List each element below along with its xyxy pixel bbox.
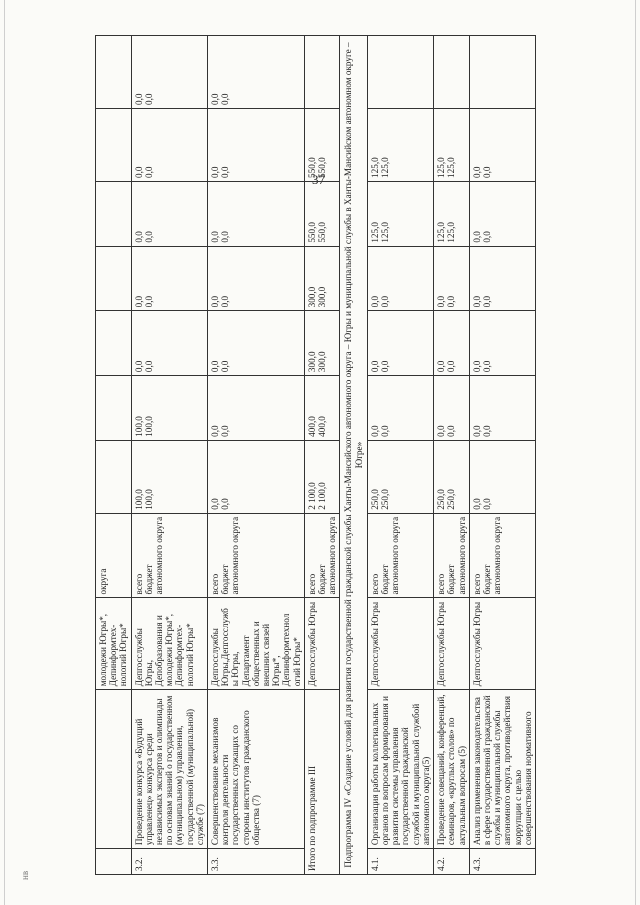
value-line: 0,0 [220, 498, 231, 510]
table-row [434, 36, 470, 875]
value-line: 0,0 [210, 425, 221, 437]
value-cell [208, 181, 305, 246]
value-line: 550,0 [317, 222, 328, 243]
value-line: 0,0 [436, 295, 447, 308]
item-number: 4.1. [367, 849, 433, 875]
value-cell [131, 311, 207, 376]
value-line: 125,0 [369, 222, 380, 243]
table-row [96, 36, 132, 875]
value-line: 300,0 [317, 286, 328, 308]
value-cell [367, 311, 433, 376]
value-line: 250,0 [369, 489, 380, 510]
funding-source-line: бюджет автономного округа [143, 516, 165, 595]
value-line: 0,0 [143, 360, 154, 373]
item-executor: Депгосслужбы Югры [367, 598, 433, 690]
value-line: 250,0 [436, 489, 447, 510]
value-cell [208, 109, 305, 182]
value-line: 125,0 [436, 222, 447, 243]
value-cell [469, 109, 535, 182]
value-cell [304, 311, 340, 376]
funding-source-line: всего [369, 573, 380, 595]
value-line: 0,0 [369, 295, 380, 308]
funding-source [208, 513, 305, 598]
value-cell [208, 376, 305, 441]
item-title: Анализ применения законодательства в сфере государственной гражданской службы и муниципальной службы автономного округа, противодействия коррупции с целью совершенствования нормативного [469, 690, 535, 849]
value-line: 0,0 [481, 295, 492, 308]
funding-source-line: всего [306, 573, 317, 595]
item-title: Организация работы коллегиальных органов по вопросам формирования и развития системы управления государственной гражданской службой и муниципальной службой автономного округа(5) [367, 690, 433, 849]
table-row [367, 36, 433, 875]
value-line: 0,0 [143, 93, 154, 105]
value-line: 250,0 [446, 489, 457, 510]
value-line: 0,0 [471, 166, 482, 178]
value-line: 0,0 [133, 231, 144, 243]
value-line: 0,0 [446, 360, 457, 373]
table-body [96, 36, 536, 875]
item-title: Совершенствование механизмов контроля деятельности государственных служащих со стороны институтов гражданского общества (7) [208, 690, 305, 849]
value-line: 125,0 [436, 157, 447, 178]
program-table [95, 35, 536, 875]
value-cell [367, 376, 433, 441]
value-cell [367, 109, 433, 182]
value-line: 100,0 [143, 416, 154, 437]
value-line: 2 100,0 [317, 482, 328, 510]
value-line: 400,0 [306, 416, 317, 437]
funding-source-line: всего [436, 573, 447, 595]
value-cell [131, 181, 207, 246]
value-cell [469, 181, 535, 246]
value-line: 0,0 [446, 425, 457, 437]
funding-source [131, 513, 207, 598]
item-number: 3.3. [208, 849, 305, 875]
funding-source [304, 513, 340, 598]
funding-source-line: всего [471, 573, 482, 595]
value-line: 0,0 [471, 360, 482, 373]
item-executor: молодежи Югры*, Депинформтех-нологий Югры* [96, 598, 132, 690]
value-line: 0,0 [210, 360, 221, 373]
value-line: 0,0 [210, 231, 221, 243]
page-number: 37 [312, 172, 325, 187]
value-cell [304, 440, 340, 513]
funding-source-line: всего [210, 573, 221, 595]
value-line: 0,0 [471, 425, 482, 437]
funding-source-line: бюджет автономного округа [380, 516, 401, 595]
value-cell [367, 440, 433, 513]
value-line: 0,0 [369, 425, 380, 437]
value-cell [304, 181, 340, 246]
value-cell [96, 440, 132, 513]
value-cell [131, 440, 207, 513]
value-line: 0,0 [220, 295, 231, 308]
value-cell [131, 109, 207, 182]
value-cell [96, 311, 132, 376]
value-line: 0,0 [446, 295, 457, 308]
value-line: 0,0 [481, 166, 492, 178]
value-line: 0,0 [133, 93, 144, 105]
value-cell [96, 181, 132, 246]
value-cell [469, 36, 535, 109]
value-cell [434, 376, 470, 441]
value-line: 0,0 [220, 360, 231, 373]
value-line: 300,0 [306, 351, 317, 373]
value-line: 125,0 [446, 157, 457, 178]
value-line: 125,0 [446, 222, 457, 243]
funding-source-line: всего [133, 573, 144, 595]
value-line: 550,0 [306, 222, 317, 243]
item-title: Проведение конкурса «Будущий управленец» конкурса среди независимых экспертов и олимпиады по основам знаний о государственном (муниципальном) управлении, государственной (муниципальной) службе (7) [131, 690, 207, 849]
value-line: 0,0 [133, 360, 144, 373]
value-line: 0,0 [380, 360, 391, 373]
value-cell [367, 36, 433, 109]
value-cell [469, 440, 535, 513]
subprogram-title: Подпрограмма IV «Создание условий для развития государственной гражданской службы Ханты-Мансийского автономного округа – Югры и муниципальной службы в Ханты-Мансийском автономном округе – Югре» [340, 36, 367, 875]
value-line: 0,0 [220, 231, 231, 243]
value-line: 0,0 [133, 166, 144, 178]
value-line: 0,0 [210, 166, 221, 178]
item-executor: Депгосслужбы Югры [469, 598, 535, 690]
value-line: 0,0 [210, 498, 221, 510]
value-line: 0,0 [143, 295, 154, 308]
value-cell [208, 36, 305, 109]
funding-source-line: бюджет автономного округа [220, 516, 241, 595]
funding-source-line: бюджет автономного округа [481, 516, 503, 595]
value-cell [131, 246, 207, 311]
value-line: 0,0 [210, 93, 221, 105]
table-row [208, 36, 305, 875]
table-row [469, 36, 535, 875]
value-line: 400,0 [317, 416, 328, 437]
value-cell [469, 311, 535, 376]
funding-source-line: бюджет автономного округа [446, 516, 467, 595]
total-title: Итого по подпрограмме III [304, 690, 340, 875]
value-line: 100,0 [133, 416, 144, 437]
value-cell [96, 36, 132, 109]
value-cell [434, 109, 470, 182]
value-line: 0,0 [143, 166, 154, 178]
value-cell [434, 181, 470, 246]
value-line: 0,0 [380, 295, 391, 308]
value-cell [469, 376, 535, 441]
value-cell [208, 440, 305, 513]
item-number: 3.2. [131, 849, 207, 875]
value-line: 0,0 [471, 295, 482, 308]
funding-source-line: округа [98, 568, 108, 595]
value-line: 100,0 [133, 489, 144, 510]
value-line: 0,0 [471, 231, 482, 243]
value-cell [367, 181, 433, 246]
table-row [131, 36, 207, 875]
item-title: Проведение совещаний, конференций, семинаров, «круглых столов» по актуальным вопросам (5) [434, 690, 470, 849]
value-line: 100,0 [143, 489, 154, 510]
value-line: 0,0 [220, 93, 231, 105]
value-cell [434, 311, 470, 376]
value-line: 0,0 [220, 166, 231, 178]
item-number: 4.2. [434, 849, 470, 875]
value-cell [304, 36, 340, 109]
value-cell [96, 376, 132, 441]
value-line: 0,0 [471, 498, 482, 510]
item-title [96, 690, 132, 849]
value-cell [304, 109, 340, 182]
funding-source [96, 513, 132, 598]
value-cell [131, 36, 207, 109]
value-line: 125,0 [380, 157, 391, 178]
value-line: 300,0 [317, 351, 328, 373]
value-cell [434, 440, 470, 513]
value-cell [208, 246, 305, 311]
value-line: 2 100,0 [306, 482, 317, 510]
value-line: 0,0 [481, 231, 492, 243]
value-line: 550,0 [306, 157, 317, 178]
item-number: 4.3. [469, 849, 535, 875]
funding-source [469, 513, 535, 598]
item-number [96, 849, 132, 875]
value-line: 550,0 [317, 157, 328, 178]
table-row [304, 36, 340, 875]
value-line: 0,0 [380, 425, 391, 437]
value-line: 0,0 [436, 360, 447, 373]
value-cell [434, 246, 470, 311]
item-executor: Депгосслужбы Югры [434, 598, 470, 690]
value-cell [96, 246, 132, 311]
value-cell [434, 36, 470, 109]
value-line: 0,0 [481, 498, 492, 510]
value-cell [304, 246, 340, 311]
value-line: 0,0 [143, 231, 154, 243]
funding-source [434, 513, 470, 598]
value-cell [367, 246, 433, 311]
item-executor: Депгосслужбы Югры [304, 598, 340, 690]
item-executor: Депгосслужбы Югры, Депобразования и молодежи Югры*, Депинформтех-нологий Югры* [131, 598, 207, 690]
value-cell [96, 109, 132, 182]
value-line: 250,0 [380, 489, 391, 510]
funding-source-line: бюджет автономного округа [317, 516, 338, 595]
value-line: 0,0 [220, 425, 231, 437]
value-cell [304, 376, 340, 441]
value-line: 0,0 [436, 425, 447, 437]
value-line: 0,0 [369, 360, 380, 373]
value-line: 0,0 [133, 295, 144, 308]
value-line: 125,0 [380, 222, 391, 243]
value-cell [469, 246, 535, 311]
value-line: 0,0 [481, 425, 492, 437]
rotated-table-container [95, 35, 620, 875]
item-executor: Депгосслужбы Югры,Депгосслужб ы Югры, Департамент общественных и внешних связей Югры*, Депинформтехнол огий Югры* [208, 598, 305, 690]
subprogram-row [340, 36, 367, 875]
funding-source [367, 513, 433, 598]
value-line: 125,0 [369, 157, 380, 178]
value-line: 0,0 [481, 360, 492, 373]
value-cell [208, 311, 305, 376]
value-cell [131, 376, 207, 441]
value-line: 300,0 [306, 286, 317, 308]
value-line: 0,0 [210, 295, 221, 308]
footer-mark: нв [20, 870, 30, 880]
